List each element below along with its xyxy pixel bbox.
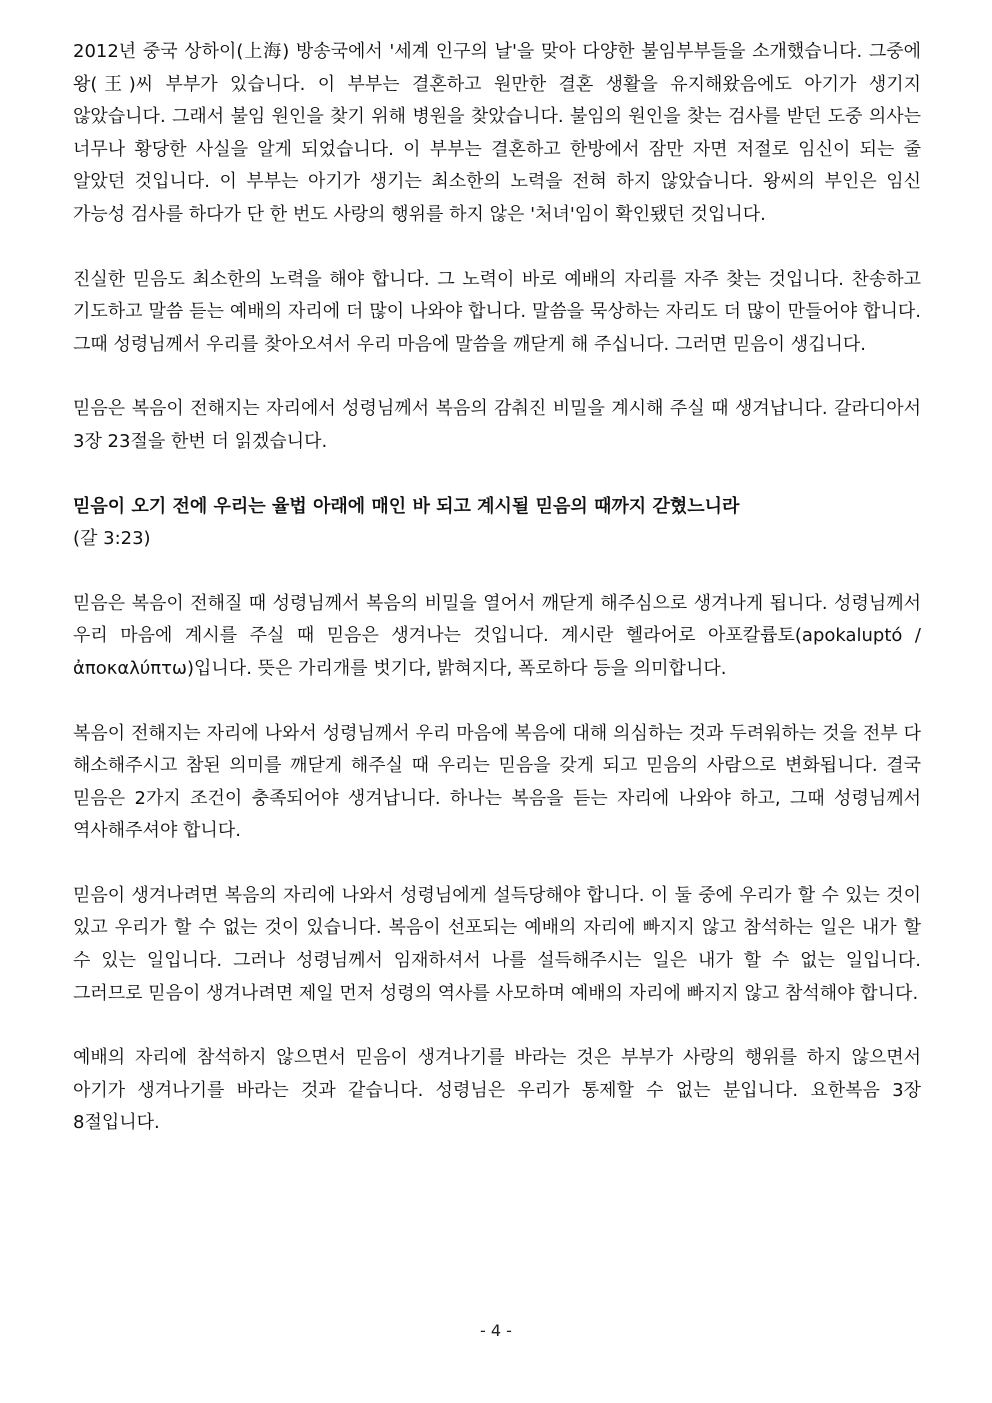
- page-number: - 4 -: [480, 1321, 512, 1340]
- paragraph-gap: [73, 1010, 921, 1042]
- paragraph-apokalupto: 믿음은 복음이 전해질 때 성령님께서 복음의 비밀을 열어서 깨닫게 해주심으로 생겨나게 됩니다. 성령님께서 우리 마음에 계시를 주실 때 믿음은 생겨나는 것입니다. 계시란 헬라어로 아포칼륩토(apokaluptó / ἀποκαλύπτω)입니다. 뜻은 가리개를 벗기다, 밝혀지다, 폭로하다 등을 의미합니다.: [73, 592, 921, 679]
- paragraph-gap: [73, 459, 921, 491]
- paragraph-worship-attendance: 예배의 자리에 참석하지 않으면서 믿음이 생겨나기를 바라는 것은 부부가 사랑의 행위를 하지 않으면서 아기가 생겨나기를 바라는 것과 같습니다. 성령님은 우리가 통제할 수 없는 분입니다. 요한복음 3장 8절입니다.: [73, 1047, 921, 1134]
- paragraph-minimum-effort: 진실한 믿음도 최소한의 노력을 해야 합니다. 그 노력이 바로 예배의 자리를 자주 찾는 것입니다. 찬송하고 기도하고 말씀 듣는 예배의 자리에 더 많이 나와야 합니다. 말씀을 묵상하는 자리도 더 많이 만들어야 합니다. 그때 성령님께서 우리를 찾아오셔서 우리 마음에 말씀을 깨닫게 해 주십니다. 그러면 믿음이 생깁니다.: [73, 268, 921, 355]
- paragraph-two-conditions: 복음이 전해지는 자리에 나와서 성령님께서 우리 마음에 복음에 대해 의심하는 것과 두려워하는 것을 전부 다 해소해주시고 참된 의미를 깨닫게 해주실 때 우리는 믿음을 갖게 되고 믿음의 사람으로 변화됩니다. 결국 믿음은 2가지 조건이 충족되어야 생겨납니다. 하나는 복음을 듣는 자리에 나와야 하고, 그때 성령님께서 역사해주셔야 합니다.: [73, 722, 921, 842]
- scripture-quote: 믿음이 오기 전에 우리는 율법 아래에 매인 바 되고 계시될 믿음의 때까지 갇혔느니라: [73, 495, 740, 517]
- paragraph-gap: [73, 556, 921, 588]
- paragraph-wang-couple-story: 2012년 중국 상하이(上海) 방송국에서 '세계 인구의 날'을 맞아 다양한 불임부부들을 소개했습니다. 그중에 왕(王)씨 부부가 있습니다. 이 부부는 결혼하고 원만한 결혼 생활을 유지해왔음에도 아기가 생기지 않았습니다. 그래서 불임 원인을 찾기 위해 병원을 찾았습니다. 불임의 원인을 찾는 검사를 받던 도중 의사는 너무나 황당한 사실을 알게 되었습니다. 이 부부는 결혼하고 한방에서 잠만 자면 저절로 임신이 되는 줄 알았던 것입니다. 이 부부는 아기가 생기는 최소한의 노력을 전혀 하지 않았습니다. 왕씨의 부인은 임신 가능성 검사를 하다가 단 한 번도 사랑의 행위를 하지 않은 '처녀'임이 확인됐던 것입니다.: [73, 41, 921, 225]
- paragraph-faith-revelation: 믿음은 복음이 전해지는 자리에서 성령님께서 복음의 감춰진 비밀을 계시해 주실 때 생겨납니다. 갈라디아서 3장 23절을 한번 더 읽겠습니다.: [73, 398, 921, 452]
- paragraph-gap: [73, 848, 921, 880]
- scripture-reference: (갈 3:23): [73, 528, 151, 550]
- paragraph-gap: [73, 686, 921, 718]
- paragraph-persuaded-by-spirit: 믿음이 생겨나려면 복음의 자리에 나와서 성령님에게 설득당해야 합니다. 이 둘 중에 우리가 할 수 있는 것이 있고 우리가 할 수 없는 것이 있습니다. 복음이 선포되는 예배의 자리에 빠지지 않고 참석하는 일은 내가 할 수 있는 일입니다. 그러나 성령님께서 임재하셔서 나를 설득해주시는 일은 내가 할 수 없는 일입니다. 그러므로 믿음이 생겨나려면 제일 먼저 성령의 역사를 사모하며 예배의 자리에 빠지지 않고 참석해야 합니다.: [73, 884, 921, 1004]
- paragraph-gap: [73, 232, 921, 264]
- paragraph-gap: [73, 361, 921, 393]
- document-page: [73, 36, 921, 1140]
